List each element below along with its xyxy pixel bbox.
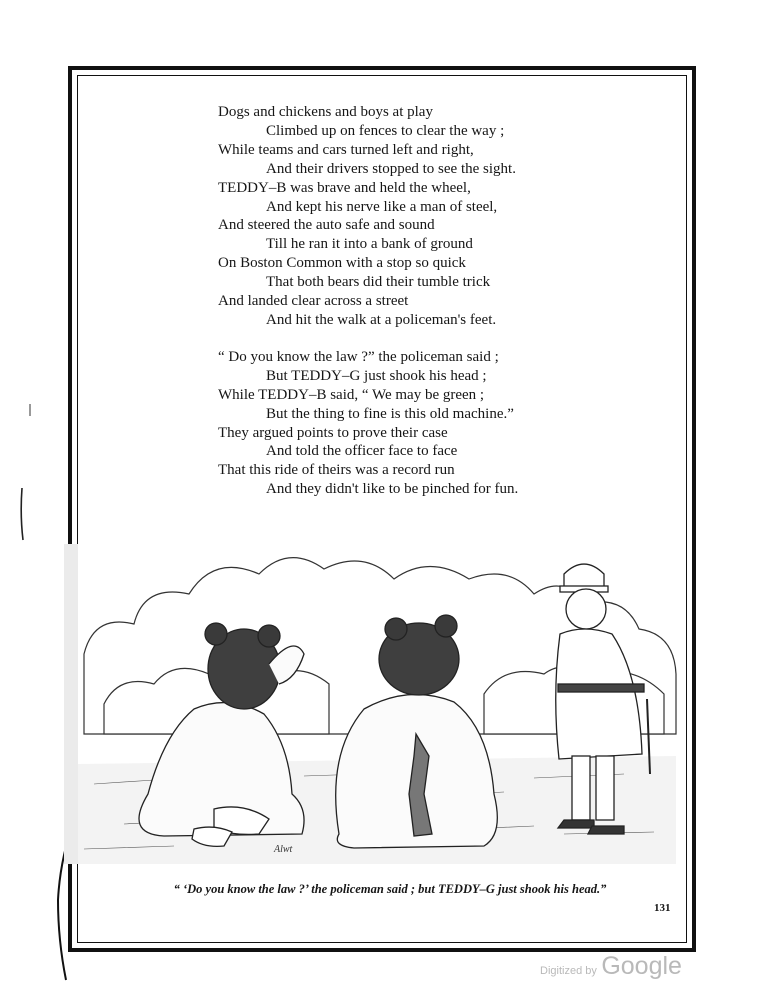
poem-line: That both bears did their tumble trick: [266, 274, 491, 291]
poem-line: “ Do you know the law ?” the policeman said ;: [218, 348, 499, 365]
digitized-by-google-watermark: [540, 952, 682, 981]
illustration-bears-and-policeman: [64, 534, 686, 864]
poem-line: And kept his nerve like a man of steel,: [266, 198, 498, 215]
stanza-1: [218, 103, 678, 330]
stanza-2: [218, 348, 678, 499]
poem-line: Climbed up on fences to clear the way ;: [266, 122, 505, 139]
poem-line: On Boston Common with a stop so quick: [218, 255, 466, 272]
poem-line: While teams and cars turned left and right,: [218, 141, 474, 158]
poem-line: Till he ran it into a bank of ground: [266, 236, 473, 253]
poem-line: TEDDY–B was brave and held the wheel,: [218, 179, 471, 196]
illustrator-signature: Alwt: [274, 844, 293, 855]
poem-line: And hit the walk at a policeman's feet.: [266, 311, 497, 328]
poem: [218, 103, 678, 499]
poem-line: And their drivers stopped to see the sight.: [266, 160, 516, 177]
poem-line: And landed clear across a street: [218, 293, 409, 310]
poem-line: Dogs and chickens and boys at play: [218, 104, 433, 120]
poem-line: And they didn't like to be pinched for fun.: [266, 481, 519, 498]
watermark-prefix: Digitized by: [540, 965, 597, 977]
poem-line: And steered the auto safe and sound: [218, 217, 435, 234]
illustration-caption: “ ‘Do you know the law ?’ the policeman said ; but TEDDY–G just shook his head.”: [173, 882, 607, 896]
page-number: 131: [654, 902, 671, 914]
poem-line: But TEDDY–G just shook his head ;: [266, 367, 487, 384]
poem-line: While TEDDY–B said, “ We may be green ;: [218, 386, 485, 403]
google-logo-text: Google: [601, 952, 682, 980]
poem-line: And told the officer face to face: [266, 443, 458, 460]
poem-line: That this ride of theirs was a record run: [218, 462, 455, 479]
poem-line: They argued points to prove their case: [218, 424, 448, 441]
poem-line: But the thing to fine is this old machine.”: [266, 405, 514, 422]
